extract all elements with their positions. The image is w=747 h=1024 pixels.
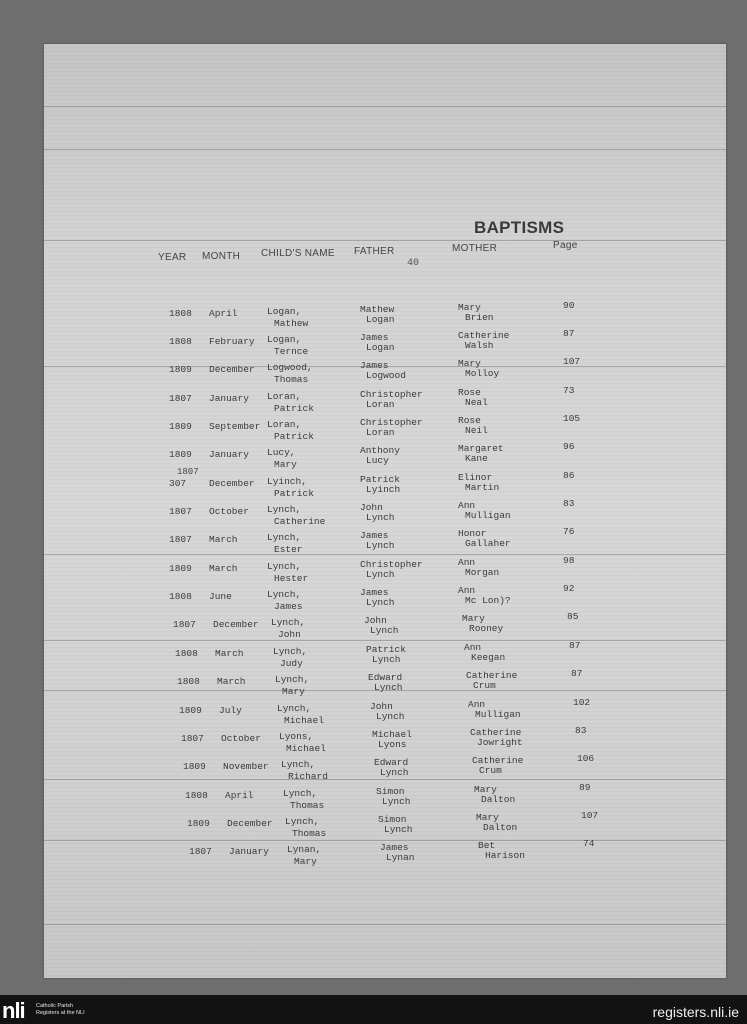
entry-year: 1808 xyxy=(169,336,192,347)
entry-father-surname: Lynch xyxy=(366,597,395,608)
column-header-father: FATHER xyxy=(354,246,395,257)
entry-year: 1809 xyxy=(179,705,202,716)
entry-mother-forename: Honor xyxy=(458,528,487,539)
entry-child-forename: Michael xyxy=(286,743,326,754)
entry-page: 107 xyxy=(581,810,599,821)
entry-mother-forename: Mary xyxy=(462,613,485,624)
nli-logo[interactable]: nli xyxy=(2,998,25,1023)
entry-child-surname: Logan, xyxy=(267,334,302,345)
entry-page: 83 xyxy=(575,725,587,736)
baptism-entry xyxy=(44,609,726,640)
entry-mother-forename: Bet xyxy=(478,840,496,851)
entry-year: 1807 xyxy=(169,506,192,517)
entry-month: January xyxy=(209,449,249,460)
entry-page: 105 xyxy=(563,413,581,424)
entry-child-forename: Catherine xyxy=(274,516,326,527)
entry-father-surname: Lyons xyxy=(378,739,407,750)
entry-child-surname: Lynch, xyxy=(277,703,312,714)
entry-mother-forename: Elinor xyxy=(458,472,493,483)
entry-year: 1808 xyxy=(175,648,198,659)
entry-page: 87 xyxy=(571,668,583,679)
entry-father-surname: Lynch xyxy=(366,540,395,551)
entry-child-forename: Michael xyxy=(284,715,324,726)
entry-mother-surname: Walsh xyxy=(465,340,494,351)
scan-line xyxy=(44,106,726,107)
entry-month: December xyxy=(209,478,255,489)
entry-child-surname: Lynch, xyxy=(285,816,320,827)
entry-mother-surname: Crum xyxy=(479,765,502,776)
baptism-entry xyxy=(44,666,726,697)
entry-child-surname: Logan, xyxy=(267,306,302,317)
entry-child-forename: Mary xyxy=(282,686,305,697)
entry-child-forename: James xyxy=(274,601,303,612)
entry-child-forename: Patrick xyxy=(274,403,314,414)
entry-child-forename: Patrick xyxy=(274,488,314,499)
entry-mother-surname: Crum xyxy=(473,680,496,691)
entry-mother-surname: Keegan xyxy=(471,652,506,663)
entry-page: 86 xyxy=(563,470,575,481)
entry-year: 1807 xyxy=(173,619,196,630)
entry-year: 1808 xyxy=(169,591,192,602)
scan-line xyxy=(44,240,726,241)
entry-child-surname: Logwood, xyxy=(267,362,313,373)
entry-month: October xyxy=(209,506,249,517)
entry-mother-surname: Brien xyxy=(465,312,494,323)
site-link[interactable]: registers.nli.ie xyxy=(652,1004,739,1020)
entry-father-surname: Lynch xyxy=(366,569,395,580)
entry-year: 1809 xyxy=(169,563,192,574)
entry-father-surname: Lynch xyxy=(372,654,401,665)
entry-mother-forename: Ann xyxy=(458,500,476,511)
entry-page: 96 xyxy=(563,441,575,452)
baptism-entry xyxy=(44,638,726,669)
entry-year: 1807 xyxy=(181,733,204,744)
entry-mother-forename: Mary xyxy=(458,358,481,369)
entry-year: 1809 xyxy=(187,818,210,829)
entry-father-surname: Logwood xyxy=(366,370,406,381)
entry-year: 1809 xyxy=(169,421,192,432)
entry-father-surname: Loran xyxy=(366,399,395,410)
entry-child-surname: Lynch, xyxy=(267,504,302,515)
entry-page: 76 xyxy=(563,526,575,537)
page-heading: BAPTISMS xyxy=(474,218,565,237)
baptism-entry xyxy=(44,524,726,555)
entry-father-surname: Lynch xyxy=(384,824,413,835)
entry-mother-surname: Jowright xyxy=(477,737,523,748)
entry-mother-surname: Rooney xyxy=(469,623,504,634)
entry-father-forename: Simon xyxy=(376,786,405,797)
entry-child-surname: Lynch, xyxy=(267,532,302,543)
baptism-entry xyxy=(44,723,726,754)
entry-year: 1808 xyxy=(185,790,208,801)
entry-year: 1809 xyxy=(183,761,206,772)
entry-child-surname: Lynch, xyxy=(267,561,302,572)
entry-father-forename: John xyxy=(360,502,383,513)
entry-mother-surname: Molloy xyxy=(465,368,500,379)
baptism-entry xyxy=(44,326,726,357)
entry-page: 98 xyxy=(563,555,575,566)
entry-mother-forename: Ann xyxy=(468,699,486,710)
entry-mother-forename: Catherine xyxy=(470,727,522,738)
entry-father-surname: Lynch xyxy=(374,682,403,693)
entry-father-forename: Mathew xyxy=(360,304,395,315)
entry-mother-forename: Rose xyxy=(458,415,481,426)
entry-mother-forename: Catherine xyxy=(472,755,524,766)
entry-child-surname: Lyons, xyxy=(279,731,314,742)
entry-father-surname: Lynch xyxy=(366,512,395,523)
entry-father-forename: Patrick xyxy=(360,474,400,485)
entry-father-forename: Simon xyxy=(378,814,407,825)
entry-mother-forename: Mary xyxy=(476,812,499,823)
footer-bar xyxy=(0,995,747,1024)
scan-line xyxy=(44,149,726,150)
register-page xyxy=(44,44,726,978)
entry-father-forename: Christopher xyxy=(360,417,423,428)
baptism-entry xyxy=(44,808,726,839)
baptism-entry xyxy=(44,383,726,414)
entry-child-surname: Lyinch, xyxy=(267,476,307,487)
entry-month: April xyxy=(225,790,254,801)
entry-month: September xyxy=(209,421,261,432)
scan-line xyxy=(44,924,726,925)
baptism-entry xyxy=(44,836,726,867)
entry-child-forename: Richard xyxy=(288,771,328,782)
entry-page: 73 xyxy=(563,385,575,396)
entry-mother-surname: Mulligan xyxy=(465,510,511,521)
entry-father-surname: Lynan xyxy=(386,852,415,863)
column-header-page: Page xyxy=(553,240,578,251)
entry-father-forename: Edward xyxy=(374,757,409,768)
entry-father-forename: Michael xyxy=(372,729,412,740)
entry-month: July xyxy=(219,705,242,716)
page-number: 40 xyxy=(407,258,420,269)
entry-page: 90 xyxy=(563,300,575,311)
entry-page: 85 xyxy=(567,611,579,622)
entry-child-forename: Mary xyxy=(294,856,317,867)
entry-father-surname: Lucy xyxy=(366,455,389,466)
entry-year: 1809 xyxy=(169,449,192,460)
entry-child-surname: Lynch, xyxy=(283,788,318,799)
entry-mother-surname: Mc Lon)? xyxy=(465,595,511,606)
entry-father-forename: Christopher xyxy=(360,389,423,400)
baptism-entry xyxy=(44,411,726,442)
entry-mother-forename: Rose xyxy=(458,387,481,398)
entry-month: January xyxy=(229,846,269,857)
entry-father-forename: James xyxy=(360,587,389,598)
entry-month: November xyxy=(223,761,269,772)
entry-mother-surname: Gallaher xyxy=(465,538,511,549)
entry-mother-forename: Ann xyxy=(464,642,482,653)
entry-father-forename: James xyxy=(360,530,389,541)
entry-mother-forename: Mary xyxy=(458,302,481,313)
entry-father-forename: Edward xyxy=(368,672,403,683)
entry-page: 106 xyxy=(577,753,595,764)
entry-child-surname: Lynch, xyxy=(275,674,310,685)
baptism-entry xyxy=(44,695,726,726)
entry-month: June xyxy=(209,591,232,602)
baptism-entry xyxy=(44,298,726,329)
entry-child-surname: Lucy, xyxy=(267,447,296,458)
baptism-entry xyxy=(44,751,726,782)
entry-child-surname: Loran, xyxy=(267,419,302,430)
entry-mother-surname: Martin xyxy=(465,482,500,493)
entry-page: 107 xyxy=(563,356,581,367)
baptism-entry xyxy=(44,439,726,470)
entry-month: December xyxy=(227,818,273,829)
margin-note: 1807 xyxy=(177,467,199,477)
entry-mother-surname: Neil xyxy=(465,425,488,436)
entry-father-forename: Christopher xyxy=(360,559,423,570)
entry-child-forename: Thomas xyxy=(292,828,327,839)
entry-page: 87 xyxy=(569,640,581,651)
entry-child-forename: Mary xyxy=(274,459,297,470)
entry-father-surname: Logan xyxy=(366,314,395,325)
entry-father-surname: Lyinch xyxy=(366,484,401,495)
entry-child-forename: Hester xyxy=(274,573,309,584)
entry-year: 1807 xyxy=(169,534,192,545)
entry-father-forename: John xyxy=(370,701,393,712)
entry-child-surname: Lynch, xyxy=(267,589,302,600)
entry-mother-surname: Morgan xyxy=(465,567,500,578)
entry-month: October xyxy=(221,733,261,744)
entry-month: January xyxy=(209,393,249,404)
entry-father-surname: Logan xyxy=(366,342,395,353)
baptism-entry xyxy=(44,354,726,385)
entry-father-surname: Lynch xyxy=(382,796,411,807)
logo-caption: Catholic Parish Registers at the NLI xyxy=(36,1003,85,1016)
entry-child-surname: Lynch, xyxy=(273,646,308,657)
entry-year: 1807 xyxy=(189,846,212,857)
entry-year: 1809 xyxy=(169,364,192,375)
entry-child-forename: Patrick xyxy=(274,431,314,442)
entry-year: 1808 xyxy=(169,308,192,319)
entry-father-forename: James xyxy=(380,842,409,853)
entry-child-forename: Mathew xyxy=(274,318,309,329)
entry-mother-surname: Dalton xyxy=(483,822,518,833)
column-header-year: YEAR xyxy=(158,252,187,263)
baptism-entry xyxy=(44,496,726,527)
entry-father-surname: Lynch xyxy=(376,711,405,722)
entry-father-forename: James xyxy=(360,332,389,343)
entry-father-forename: John xyxy=(364,615,387,626)
entry-child-forename: Thomas xyxy=(290,800,325,811)
entry-father-surname: Lynch xyxy=(370,625,399,636)
entry-month: February xyxy=(209,336,255,347)
entry-month: December xyxy=(209,364,255,375)
entry-child-surname: Lynan, xyxy=(287,844,322,855)
entry-mother-surname: Kane xyxy=(465,453,488,464)
baptism-entry xyxy=(44,780,726,811)
entry-year: 1807 xyxy=(169,393,192,404)
entry-month: March xyxy=(215,648,244,659)
entry-mother-forename: Ann xyxy=(458,557,476,568)
entry-page: 83 xyxy=(563,498,575,509)
entry-mother-surname: Mulligan xyxy=(475,709,521,720)
entry-mother-forename: Margaret xyxy=(458,443,504,454)
baptism-entry xyxy=(44,468,726,499)
entry-child-forename: Ester xyxy=(274,544,303,555)
entry-father-surname: Loran xyxy=(366,427,395,438)
entry-mother-forename: Mary xyxy=(474,784,497,795)
baptism-entry xyxy=(44,553,726,584)
entry-month: December xyxy=(213,619,259,630)
entry-father-forename: Anthony xyxy=(360,445,400,456)
entry-mother-forename: Catherine xyxy=(458,330,510,341)
entry-child-forename: Judy xyxy=(280,658,303,669)
column-header-child: CHILD'S NAME xyxy=(261,248,335,259)
entry-month: March xyxy=(209,563,238,574)
entry-child-surname: Loran, xyxy=(267,391,302,402)
entry-mother-surname: Dalton xyxy=(481,794,516,805)
entry-month: March xyxy=(217,676,246,687)
entry-page: 102 xyxy=(573,697,591,708)
entry-mother-surname: Neal xyxy=(465,397,488,408)
entry-year: 307 xyxy=(169,478,187,489)
entry-page: 92 xyxy=(563,583,575,594)
baptism-entry xyxy=(44,581,726,612)
entry-child-surname: Lynch, xyxy=(281,759,316,770)
entry-child-forename: Ternce xyxy=(274,346,309,357)
entry-month: March xyxy=(209,534,238,545)
column-header-month: MONTH xyxy=(202,251,241,262)
entry-page: 87 xyxy=(563,328,575,339)
entry-page: 74 xyxy=(583,838,595,849)
entry-father-forename: Patrick xyxy=(366,644,406,655)
entry-month: April xyxy=(209,308,238,319)
entry-father-forename: James xyxy=(360,360,389,371)
entry-year: 1808 xyxy=(177,676,200,687)
entry-page: 89 xyxy=(579,782,591,793)
entry-mother-forename: Catherine xyxy=(466,670,518,681)
entry-child-forename: Thomas xyxy=(274,374,309,385)
entry-mother-surname: Harison xyxy=(485,850,525,861)
entry-father-surname: Lynch xyxy=(380,767,409,778)
column-header-mother: MOTHER xyxy=(452,243,498,254)
entry-child-forename: John xyxy=(278,629,301,640)
entry-mother-forename: Ann xyxy=(458,585,476,596)
entry-child-surname: Lynch, xyxy=(271,617,306,628)
